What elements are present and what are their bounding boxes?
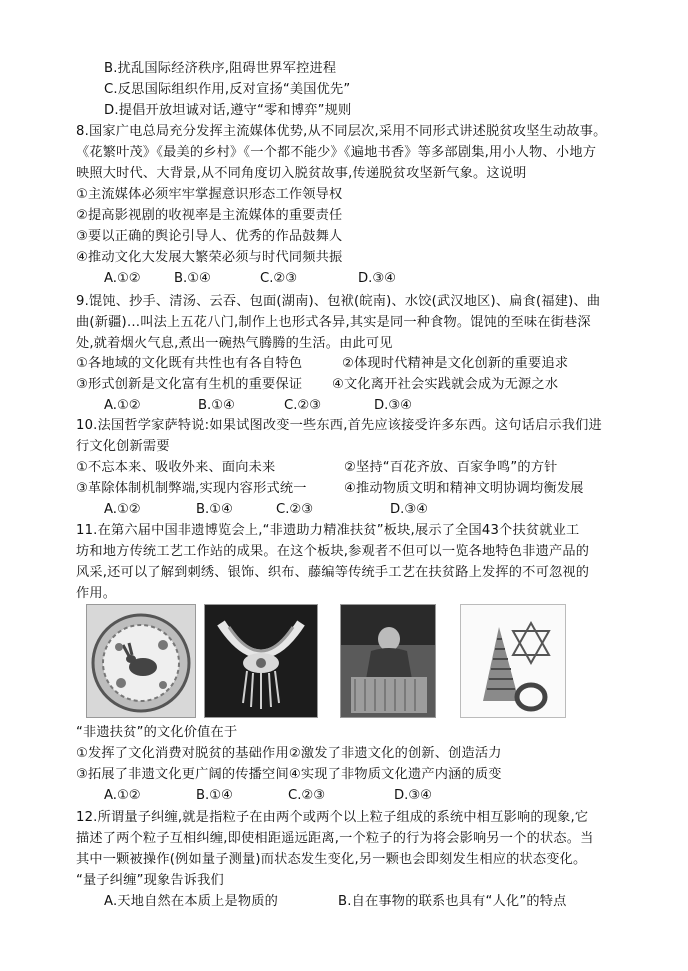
q8-option-d[interactable]: D.③④ [358,271,396,286]
q9-item-2: ②体现时代精神是文化创新的重要追求 [342,356,569,371]
embroidery-plate-photo [86,604,196,718]
q8-stem-line2: 《花繁叶茂》《最美的乡村》《一个都不能少》《遍地书香》等多部剧集,用小人物、小地方 [76,145,597,160]
q11-items-row2: ③拓展了非遗文化更广阔的传播空间④实现了非物质文化遗产内涵的质变 [76,767,502,782]
q11-options [104,786,434,806]
q8-item-4: ④推动文化大发展大繁荣必须与时代同频共振 [76,250,343,265]
q8-stem-line1: 8.国家广电总局充分发挥主流媒体优势,从不同层次,采用不同形式讲述脱贫攻坚生动故事。 [76,124,607,139]
q12-stem-line2: 描述了两个粒子互相纠缠,即使相距遥远距离,一个粒子的行为将会影响另一个的状态。当 [76,831,594,846]
q9-stem-line3: 处,就着烟火气息,煮出一碗热气腾腾的生活。由此可见 [76,336,393,351]
q10-option-d[interactable]: D.③④ [390,502,428,517]
q11-stem-line4: 作用。 [76,586,117,601]
q8-item-2: ②提高影视剧的收视率是主流媒体的重要责任 [76,208,343,223]
q11-stem-line3: 风采,还可以了解到刺绣、银饰、织布、藤编等传统手工艺在扶贫路上发挥的不可忽视的 [76,565,590,580]
q11-items-row1: ①发挥了文化消费对脱贫的基础作用②激发了非遗文化的创新、创造活力 [76,746,502,761]
q8-option-a[interactable]: A.①② [104,271,141,286]
q10-stem-line1: 10.法国哲学家萨特说:如果试图改变一些东西,首先应该接受许多东西。这句话启示我们进 [76,418,602,433]
q7-option-b: B.扰乱国际经济秩序,阻碍世界军控进程 [104,61,337,76]
q9-stem-line1: 9.馄饨、抄手、清汤、云吞、包面(湖南)、包袱(皖南)、水饺(武汉地区)、扁食(福建)、曲 [76,294,601,309]
q12-stem-line4: “量子纠缠”现象告诉我们 [76,873,224,888]
q9-item-1: ①各地域的文化既有共性也有各自特色 [76,356,303,371]
q10-stem-line2: 行文化创新需要 [76,439,170,454]
q7-option-d: D.提倡开放坦诚对话,遵守“零和博弈”规则 [104,103,352,118]
q10-item-2: ②坚持“百花齐放、百家争鸣”的方针 [344,460,558,475]
q10-item-4: ④推动物质文明和精神文明协调均衡发展 [344,481,584,496]
q8-option-b[interactable]: B.①④ [174,271,211,286]
q12-option-a[interactable]: A.天地自然在本质上是物质的 [104,894,279,909]
q12-stem-line1: 12.所谓量子纠缠,就是指粒子在由两个或两个以上粒子组成的系统中相互影响的现象,它 [76,810,589,825]
q11-stem-line1: 11.在第六届中国非遗博览会上,“非遗助力精准扶贫”板块,展示了全国43个扶贫就业工 [76,523,580,538]
weaving-photo [340,604,436,718]
q11-option-b[interactable]: B.①④ [196,788,233,803]
q11-question: “非遗扶贫”的文化价值在于 [76,725,238,740]
q9-item-4: ④文化离开社会实践就会成为无源之水 [332,377,559,392]
silver-necklace-photo [204,604,318,718]
q10-item-3: ③革除体制机制弊端,实现内容形式统一 [76,481,307,496]
q10-option-c[interactable]: C.②③ [276,502,314,517]
rattan-weaving-photo [460,604,566,718]
q9-option-c[interactable]: C.②③ [284,398,322,413]
q9-option-b[interactable]: B.①④ [198,398,235,413]
q11-option-c[interactable]: C.②③ [288,788,326,803]
q11-stem-line2: 坊和地方传统工艺工作站的成果。在这个板块,参观者不但可以一览各地特色非遗产品的 [76,544,590,559]
q9-option-a[interactable]: A.①② [104,398,141,413]
q10-options [104,500,434,520]
q12-option-b[interactable]: B.自在事物的联系也具有“人化”的特点 [338,894,567,909]
q9-item-3: ③形式创新是文化富有生机的重要保证 [76,377,303,392]
q9-stem-line2: 曲(新疆)…叫法上五花八门,制作上也形式各异,其实是同一种食物。馄饨的至味在街巷深 [76,315,591,330]
q10-option-b[interactable]: B.①④ [196,502,233,517]
q11-option-a[interactable]: A.①② [104,788,141,803]
q8-option-c[interactable]: C.②③ [260,271,298,286]
q7-option-c: C.反思国际组织作用,反对宣扬“美国优先” [104,82,351,97]
q10-option-a[interactable]: A.①② [104,502,141,517]
q12-stem-line3: 其中一颗被操作(例如量子测量)而状态发生变化,另一颗也会即刻发生相应的状态变化。 [76,852,587,867]
q11-option-d[interactable]: D.③④ [394,788,432,803]
q8-item-1: ①主流媒体必须牢牢掌握意识形态工作领导权 [76,187,343,202]
q8-options [104,269,434,289]
q9-option-d[interactable]: D.③④ [374,398,412,413]
q8-item-3: ③要以正确的舆论引导人、优秀的作品鼓舞人 [76,229,343,244]
q9-options [104,396,434,416]
q8-stem-line3: 映照大时代、大背景,从不同角度切入脱贫故事,传递脱贫攻坚新气象。这说明 [76,166,527,181]
q10-item-1: ①不忘本来、吸收外来、面向未来 [76,460,276,475]
